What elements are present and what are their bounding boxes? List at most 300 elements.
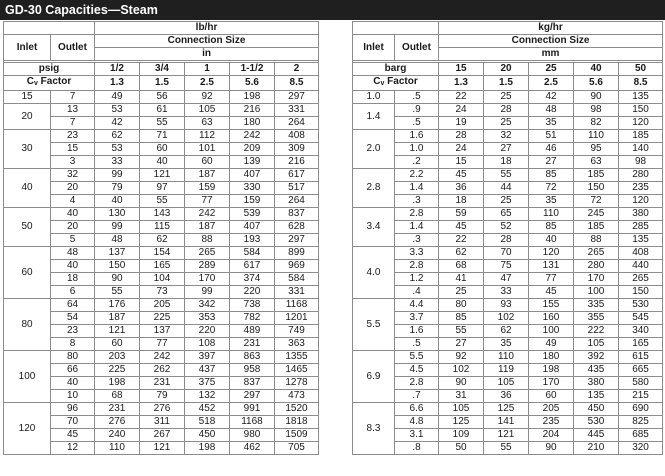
table-row: [4, 208, 319, 221]
capacity-value: 61: [140, 104, 185, 117]
capacity-value: 101: [185, 143, 230, 156]
header-row-columns: [4, 35, 319, 48]
capacity-value: 110: [484, 351, 529, 364]
table-row: [4, 169, 319, 182]
outlet-pressure: 20: [51, 182, 95, 195]
size-row: [353, 63, 663, 76]
capacity-value: 450: [574, 403, 619, 416]
capacity-value: 242: [230, 130, 275, 143]
table-row: [353, 299, 663, 312]
outlet-pressure: 2.8: [395, 260, 439, 273]
table-row: [4, 442, 319, 455]
capacity-value: 297: [275, 91, 319, 104]
capacity-value: 462: [230, 442, 275, 455]
pressure-unit: barg: [353, 63, 439, 76]
capacity-value: 70: [484, 247, 529, 260]
capacity-value: 135: [619, 234, 663, 247]
capacity-value: 193: [230, 234, 275, 247]
size-cell: 15: [439, 63, 484, 76]
capacity-value: 90: [95, 273, 140, 286]
capacity-value: 289: [185, 260, 230, 273]
table-row: [353, 429, 663, 442]
outlet-pressure: 96: [51, 403, 95, 416]
capacity-value: 104: [140, 273, 185, 286]
capacity-value: 45: [439, 221, 484, 234]
capacity-value: 27: [439, 338, 484, 351]
inlet-pressure: 1.4: [353, 104, 395, 130]
capacity-value: 143: [140, 208, 185, 221]
table-row: [353, 117, 663, 130]
cv-value: 8.5: [275, 76, 319, 91]
capacity-value: 216: [230, 104, 275, 117]
table-row: [4, 195, 319, 208]
capacity-value: 150: [574, 182, 619, 195]
outlet-pressure: 54: [51, 312, 95, 325]
capacity-value: 92: [439, 351, 484, 364]
capacity-value: 22: [439, 91, 484, 104]
outlet-pressure: 5.5: [395, 351, 439, 364]
capacity-value: 63: [574, 156, 619, 169]
capacity-value: 72: [529, 182, 574, 195]
capacity-value: 264: [275, 195, 319, 208]
capacity-value: 132: [185, 390, 230, 403]
capacity-value: 35: [529, 195, 574, 208]
table-imperial: [3, 21, 319, 455]
table-row: [4, 286, 319, 299]
table-row: [353, 286, 663, 299]
outlet-pressure: 13: [51, 104, 95, 117]
capacity-value: 150: [619, 104, 663, 117]
inlet-pressure: 15: [4, 91, 51, 104]
outlet-pressure: .5: [395, 91, 439, 104]
capacity-value: 135: [574, 390, 619, 403]
outlet-pressure: 8: [51, 338, 95, 351]
table-row: [353, 273, 663, 286]
table-row: [4, 143, 319, 156]
table-row: [4, 273, 319, 286]
table-row: [4, 260, 319, 273]
capacity-value: 1168: [275, 299, 319, 312]
cv-value: 1.5: [140, 76, 185, 91]
unit-header: lb/hr: [95, 22, 319, 35]
capacity-value: 209: [230, 143, 275, 156]
capacity-value: 473: [275, 390, 319, 403]
cv-value: 2.5: [529, 76, 574, 91]
outlet-pressure: 64: [51, 299, 95, 312]
inlet-pressure: 8.3: [353, 403, 395, 455]
capacity-value: 231: [95, 403, 140, 416]
connection-size-header: Connection Size: [439, 35, 663, 48]
capacity-value: 204: [529, 429, 574, 442]
size-cell: 3/4: [140, 63, 185, 76]
inlet-pressure: 5.5: [353, 299, 395, 351]
capacity-value: 48: [529, 104, 574, 117]
capacity-value: 42: [529, 91, 574, 104]
capacity-value: 331: [275, 286, 319, 299]
table-row: [4, 221, 319, 234]
capacity-value: 45: [439, 169, 484, 182]
table-row: [353, 221, 663, 234]
table-row: [4, 364, 319, 377]
inlet-pressure: 120: [4, 403, 51, 455]
table-row: [4, 247, 319, 260]
capacity-value: 72: [574, 195, 619, 208]
outlet-pressure: 40: [51, 208, 95, 221]
capacity-value: 102: [439, 364, 484, 377]
capacity-value: 340: [619, 325, 663, 338]
cv-letter: C: [373, 76, 381, 87]
cv-value: 5.6: [230, 76, 275, 91]
capacity-value: 60: [140, 143, 185, 156]
capacity-value: 62: [95, 130, 140, 143]
capacity-value: 85: [529, 169, 574, 182]
size-cell: 1-1/2: [230, 63, 275, 76]
capacity-value: 36: [439, 182, 484, 195]
capacity-value: 65: [484, 208, 529, 221]
capacity-value: 85: [529, 221, 574, 234]
capacity-value: 705: [275, 442, 319, 455]
capacity-value: 46: [529, 143, 574, 156]
capacity-value: 205: [529, 403, 574, 416]
capacity-value: 82: [574, 117, 619, 130]
capacity-value: 530: [619, 299, 663, 312]
capacity-value: 408: [619, 247, 663, 260]
outlet-pressure: 45: [51, 429, 95, 442]
capacity-value: 584: [230, 247, 275, 260]
capacity-value: 36: [484, 390, 529, 403]
capacity-value: 53: [95, 104, 140, 117]
capacity-value: 837: [275, 208, 319, 221]
capacity-value: 110: [529, 208, 574, 221]
table-row: [4, 117, 319, 130]
table-row: [353, 403, 663, 416]
connection-size-header: Connection Size: [95, 35, 319, 48]
capacity-value: 198: [230, 91, 275, 104]
capacity-value: 216: [275, 156, 319, 169]
capacity-value: 56: [140, 91, 185, 104]
capacity-value: 121: [140, 442, 185, 455]
capacity-value: 690: [619, 403, 663, 416]
capacity-value: 380: [574, 377, 619, 390]
capacity-value: 25: [484, 91, 529, 104]
table-row: [353, 156, 663, 169]
capacity-value: 222: [574, 325, 619, 338]
outlet-pressure: 20: [51, 221, 95, 234]
capacity-value: 105: [484, 377, 529, 390]
outlet-pressure: 3.1: [395, 429, 439, 442]
capacity-value: 100: [529, 325, 574, 338]
table-row: [353, 377, 663, 390]
capacity-value: 185: [619, 130, 663, 143]
capacity-value: 108: [185, 338, 230, 351]
table-row: [4, 312, 319, 325]
capacity-value: 452: [185, 403, 230, 416]
inlet-pressure: 3.4: [353, 208, 395, 247]
capacity-value: 105: [574, 338, 619, 351]
table-row: [4, 325, 319, 338]
unit-header: kg/hr: [439, 22, 663, 35]
capacity-value: 47: [484, 273, 529, 286]
table-row: [353, 195, 663, 208]
capacity-value: 154: [140, 247, 185, 260]
cv-value: 1.3: [95, 76, 140, 91]
outlet-pressure: 32: [51, 169, 95, 182]
capacity-value: 100: [574, 286, 619, 299]
capacity-value: 165: [140, 260, 185, 273]
capacity-value: 749: [275, 325, 319, 338]
outlet-pressure: 18: [51, 273, 95, 286]
capacity-value: 18: [484, 156, 529, 169]
outlet-pressure: 2.8: [395, 377, 439, 390]
outlet-pressure: 3.3: [395, 247, 439, 260]
capacity-value: 280: [619, 169, 663, 182]
capacity-value: 53: [95, 143, 140, 156]
capacity-value: 90: [574, 91, 619, 104]
capacity-value: 320: [619, 442, 663, 455]
capacity-value: 62: [484, 325, 529, 338]
capacity-value: 24: [439, 104, 484, 117]
capacity-value: 60: [529, 390, 574, 403]
capacity-value: 825: [619, 416, 663, 429]
outlet-pressure: 80: [51, 351, 95, 364]
table-row: [4, 416, 319, 429]
size-cell: 2: [275, 63, 319, 76]
capacity-value: 170: [529, 377, 574, 390]
capacity-value: 264: [275, 117, 319, 130]
outlet-header: Outlet: [51, 35, 95, 61]
capacity-value: 25: [439, 286, 484, 299]
capacity-value: 79: [95, 182, 140, 195]
outlet-pressure: 3: [51, 156, 95, 169]
table-row: [4, 130, 319, 143]
outlet-pressure: 10: [51, 390, 95, 403]
capacity-value: 159: [230, 195, 275, 208]
capacity-value: 125: [484, 403, 529, 416]
capacity-value: 51: [529, 130, 574, 143]
capacity-value: 25: [484, 117, 529, 130]
capacity-value: 62: [439, 247, 484, 260]
outlet-pressure: 15: [51, 143, 95, 156]
size-cell: 25: [529, 63, 574, 76]
capacity-value: 33: [484, 286, 529, 299]
capacity-value: 121: [95, 325, 140, 338]
inlet-pressure: 20: [4, 104, 51, 130]
cv-value: 1.3: [439, 76, 484, 91]
header-row-units: [353, 22, 663, 35]
outlet-pressure: 5: [51, 234, 95, 247]
capacity-value: 31: [439, 390, 484, 403]
capacity-value: 265: [619, 273, 663, 286]
capacity-value: 60: [185, 156, 230, 169]
table-row: [353, 325, 663, 338]
cv-suffix: Factor: [384, 76, 418, 87]
capacity-value: 137: [140, 325, 185, 338]
capacity-value: 170: [574, 273, 619, 286]
capacity-value: 19: [439, 117, 484, 130]
capacity-value: 240: [95, 429, 140, 442]
capacity-value: 48: [95, 234, 140, 247]
capacity-value: 280: [574, 260, 619, 273]
outlet-pressure: 23: [51, 130, 95, 143]
capacity-value: 969: [275, 260, 319, 273]
outlet-pressure: 1.4: [395, 221, 439, 234]
table-row: [4, 182, 319, 195]
capacity-value: 628: [275, 221, 319, 234]
capacity-value: 97: [140, 182, 185, 195]
capacity-value: 539: [230, 208, 275, 221]
capacity-value: 137: [95, 247, 140, 260]
table-row: [4, 377, 319, 390]
capacity-value: 617: [230, 260, 275, 273]
table-row: [353, 247, 663, 260]
capacity-value: 55: [484, 442, 529, 455]
capacity-value: 121: [140, 169, 185, 182]
capacity-value: 265: [574, 247, 619, 260]
table-row: [353, 338, 663, 351]
capacity-value: 120: [619, 117, 663, 130]
capacity-value: 408: [275, 130, 319, 143]
capacity-value: 518: [185, 416, 230, 429]
capacity-value: 185: [574, 221, 619, 234]
table-row: [353, 260, 663, 273]
capacity-value: 50: [439, 442, 484, 455]
capacity-value: 1278: [275, 377, 319, 390]
capacity-value: 28: [484, 104, 529, 117]
capacity-value: 297: [275, 234, 319, 247]
capacity-value: 782: [230, 312, 275, 325]
table-row: [353, 91, 663, 104]
cv-subscript: v: [380, 80, 385, 87]
capacity-value: 25: [484, 195, 529, 208]
cv-suffix: Factor: [37, 76, 72, 87]
capacity-value: 85: [439, 312, 484, 325]
table-row: [4, 104, 319, 117]
table-row: [4, 390, 319, 403]
capacity-value: 685: [619, 429, 663, 442]
capacity-value: 580: [619, 377, 663, 390]
capacity-value: 397: [185, 351, 230, 364]
capacity-value: 49: [95, 91, 140, 104]
capacity-value: 407: [230, 221, 275, 234]
capacity-value: 297: [230, 390, 275, 403]
table-row: [4, 429, 319, 442]
capacity-value: 55: [484, 169, 529, 182]
capacity-value: 49: [529, 338, 574, 351]
inlet-pressure: 40: [4, 169, 51, 208]
capacity-value: 185: [574, 169, 619, 182]
capacity-value: 980: [230, 429, 275, 442]
capacity-value: 18: [439, 195, 484, 208]
outlet-pressure: .9: [395, 104, 439, 117]
capacity-value: 235: [619, 182, 663, 195]
capacity-value: 407: [230, 169, 275, 182]
outlet-pressure: 40: [51, 377, 95, 390]
capacity-value: 28: [484, 234, 529, 247]
capacity-value: 615: [619, 351, 663, 364]
outlet-pressure: 1.4: [395, 182, 439, 195]
table-row: [4, 234, 319, 247]
size-cell: 20: [484, 63, 529, 76]
capacity-value: 267: [140, 429, 185, 442]
capacity-value: 1509: [275, 429, 319, 442]
capacity-value: 198: [529, 364, 574, 377]
table-metric: [352, 21, 663, 455]
capacity-value: 35: [529, 117, 574, 130]
capacity-value: 24: [439, 143, 484, 156]
capacity-value: 42: [95, 117, 140, 130]
capacity-value: 235: [529, 416, 574, 429]
capacity-value: 75: [484, 260, 529, 273]
capacity-value: 1520: [275, 403, 319, 416]
capacity-value: 90: [529, 442, 574, 455]
capacity-value: 245: [574, 208, 619, 221]
capacity-value: 150: [619, 286, 663, 299]
capacity-value: 489: [230, 325, 275, 338]
capacity-value: 120: [619, 195, 663, 208]
capacity-value: 311: [140, 416, 185, 429]
capacity-value: 1465: [275, 364, 319, 377]
inlet-pressure: 4.0: [353, 247, 395, 299]
pressure-unit: psig: [4, 63, 95, 76]
cv-factor-label: [4, 76, 95, 91]
capacity-value: 110: [95, 442, 140, 455]
table-row: [353, 364, 663, 377]
outlet-pressure: 2.2: [395, 169, 439, 182]
capacity-value: 40: [95, 195, 140, 208]
capacity-value: 105: [185, 104, 230, 117]
capacity-value: 52: [484, 221, 529, 234]
capacity-value: 363: [275, 338, 319, 351]
capacity-value: 59: [439, 208, 484, 221]
capacity-value: 22: [439, 234, 484, 247]
capacity-value: 55: [140, 195, 185, 208]
capacity-value: 285: [619, 221, 663, 234]
capacity-value: 125: [439, 416, 484, 429]
size-cell: 50: [619, 63, 663, 76]
capacity-value: 160: [529, 312, 574, 325]
cv-value: 8.5: [619, 76, 663, 91]
capacity-value: 242: [185, 208, 230, 221]
capacity-value: 231: [230, 338, 275, 351]
capacity-value: 55: [95, 286, 140, 299]
capacity-value: 79: [140, 390, 185, 403]
capacity-value: 187: [185, 169, 230, 182]
outlet-pressure: .4: [395, 286, 439, 299]
table-row: [353, 351, 663, 364]
outlet-header: Outlet: [395, 35, 439, 61]
size-cell: 40: [574, 63, 619, 76]
size-cell: 1: [185, 63, 230, 76]
capacity-value: 95: [574, 143, 619, 156]
capacity-value: 71: [140, 130, 185, 143]
capacity-value: 225: [140, 312, 185, 325]
table-row: [353, 104, 663, 117]
inlet-pressure: 50: [4, 208, 51, 247]
capacity-value: 262: [140, 364, 185, 377]
capacity-value: 131: [529, 260, 574, 273]
cv-factor-label: [353, 76, 439, 91]
table-row: [353, 208, 663, 221]
blank-corner: [4, 22, 95, 35]
table-row: [353, 169, 663, 182]
inlet-pressure: 1.0: [353, 91, 395, 104]
capacity-value: 440: [619, 260, 663, 273]
capacity-value: 991: [230, 403, 275, 416]
capacity-value: 445: [574, 429, 619, 442]
capacity-value: 55: [140, 117, 185, 130]
outlet-pressure: 3.7: [395, 312, 439, 325]
capacity-value: 309: [275, 143, 319, 156]
